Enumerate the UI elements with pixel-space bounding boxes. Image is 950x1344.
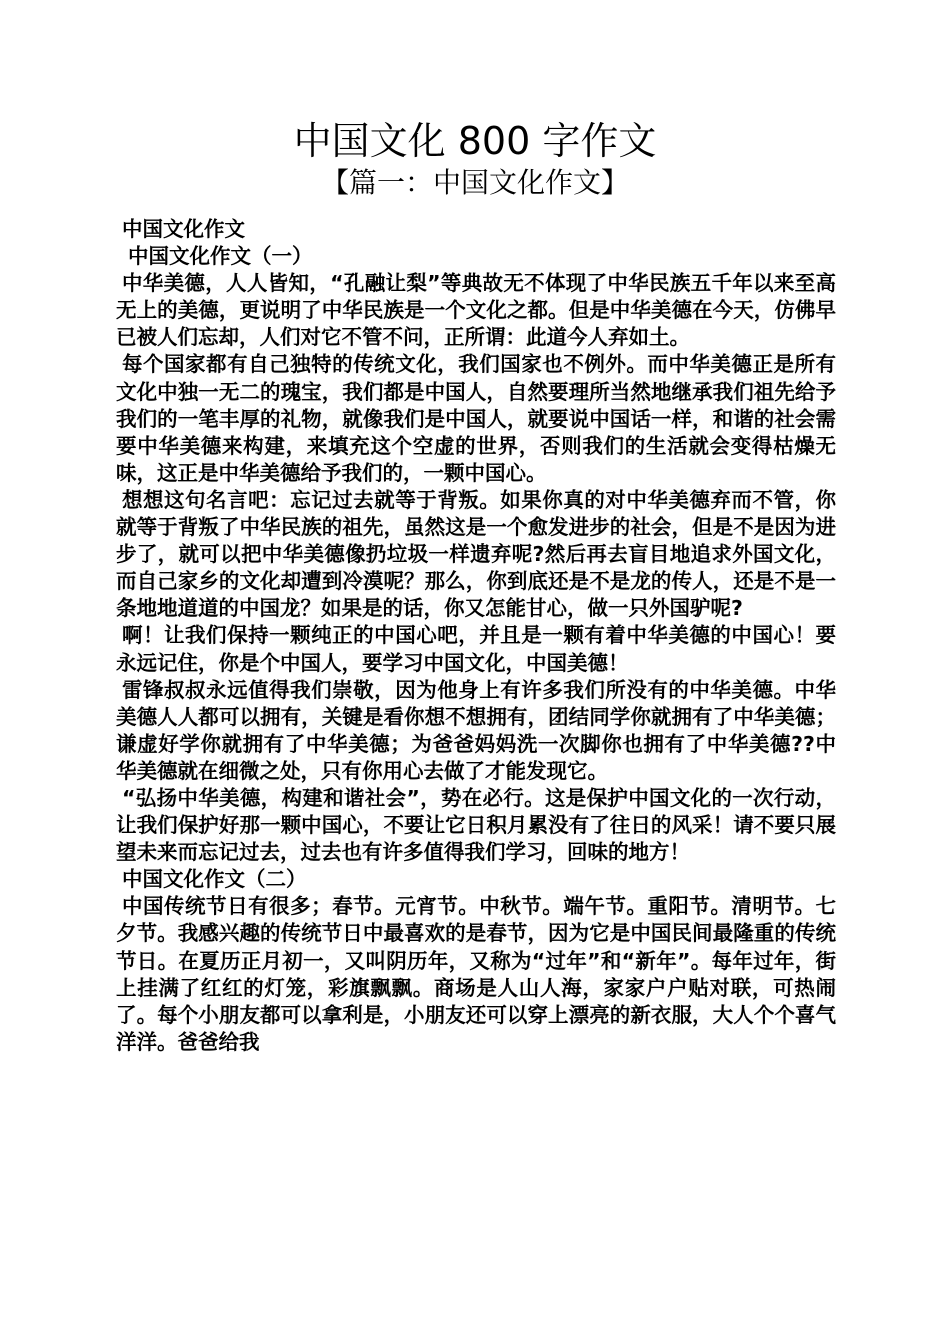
- paragraph: 雷锋叔叔永远值得我们崇敬，因为他身上有许多我们所没有的中华美德。中华美德人人都可以拥有，关键是看你想不想拥有，团结同学你就拥有了中华美德；谦虚好学你就拥有了中华美德；为爸爸妈妈洗一次脚你也拥有了中华美德??中华美德就在细微之处，只有你用心去做了才能发现它。: [116, 677, 836, 783]
- document-body: [116, 216, 836, 1056]
- document-subtitle: 【篇一：中国文化作文】: [320, 166, 629, 199]
- paragraph: 想想这句名言吧：忘记过去就等于背叛。如果你真的对中华美德弃而不管，你就等于背叛了中华民族的祖先，虽然这是一个愈发进步的社会，但是不是因为进步了，就可以把中华美德像扔垃圾一样遗弃呢?然后再去盲目地追求外国文化，而自己家乡的文化却遭到冷漠呢？那么，你到底还是不是龙的传人，还是不是一条地地道道的中国龙？如果是的话，你又怎能甘心，做一只外国驴呢?: [116, 487, 836, 621]
- paragraph: “弘扬中华美德，构建和谐社会”，势在必行。这是保护中国文化的一次行动，让我们保护好那一颗中国心，不要让它日积月累没有了往日的风采！请不要只展望未来而忘记过去，过去也有许多值得我们学习，回味的地方！: [116, 785, 836, 865]
- document-title: 中国文化 800 字作文: [293, 119, 657, 163]
- section-heading-main: 中国文化作文: [122, 217, 245, 241]
- paragraph: 啊！让我们保持一颗纯正的中国心吧，并且是一颗有着中华美德的中国心！要永远记住，你是个中国人，要学习中国文化，中国美德！: [116, 623, 836, 675]
- section-heading-part2: 中国文化作文（二）: [122, 867, 307, 892]
- paragraph: 中华美德，人人皆知，“孔融让梨”等典故无不体现了中华民族五千年以来至高无上的美德，更说明了中华民族是一个文化之都。但是中华美德在今天，仿佛早已被人们忘却，人们对它不管不问，正所谓：此道今人弃如土。: [116, 271, 836, 350]
- paragraph: 每个国家都有自己独特的传统文化，我们国家也不例外。而中华美德正是所有文化中独一无二的瑰宝，我们都是中国人，自然要理所当然地继承我们祖先给予我们的一笔丰厚的礼物，就像我们是中国人，就要说中国话一样，和谐的社会需要中华美德来构建，来填充这个空虚的世界，否则我们的生活就会变得枯燥无味，这正是中华美德给予我们的，一颗中国心。: [116, 352, 836, 485]
- section-heading-part1: 中国文化作文（一）: [128, 244, 313, 269]
- paragraph: 中国传统节日有很多；春节。元宵节。中秋节。端午节。重阳节。清明节。七夕节。我感兴趣的传统节日中最喜欢的是春节，因为它是中国民间最隆重的传统节日。在夏历正月初一，又叫阴历年，又称为“过年”和“新年”。每年过年，街上挂满了红红的灯笼，彩旗飘飘。商场是人山人海，家家户户贴对联，可热闹了。每个小朋友都可以拿利是，小朋友还可以穿上漂亮的新衣服，大人个个喜气洋洋。爸爸给我: [116, 894, 837, 1054]
